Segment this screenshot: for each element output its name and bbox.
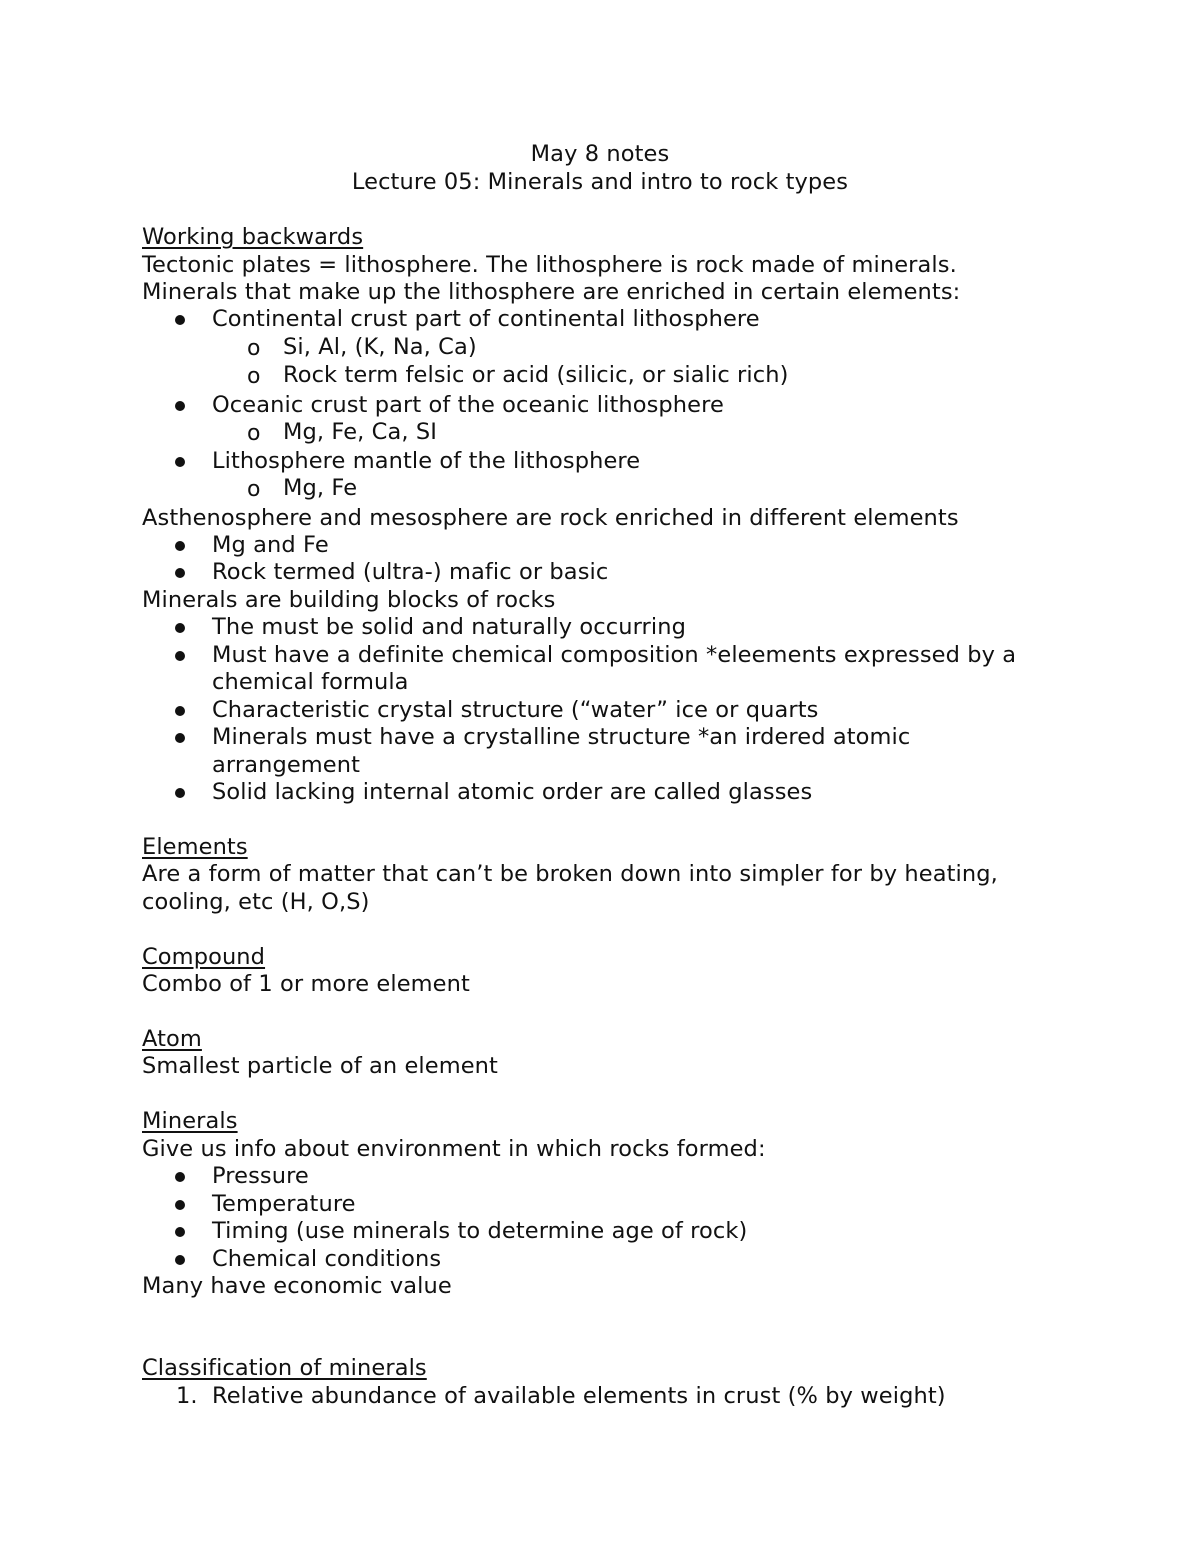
document-title: May 8 notes: [530, 141, 670, 167]
list-item: Minerals must have a crystalline structure *an irdered atomic: [212, 724, 911, 750]
sub-bullet-icon: o: [247, 421, 261, 446]
list-item: Continental crust part of continental lithosphere: [212, 306, 760, 332]
bullet-icon: [175, 733, 185, 743]
list-item: The must be solid and naturally occurring: [212, 614, 686, 640]
paragraph-line: Many have economic value: [142, 1273, 452, 1299]
bullet-icon: [175, 401, 185, 411]
list-number: 1.: [176, 1383, 198, 1409]
paragraph-line: cooling, etc (H, O,S): [142, 889, 370, 915]
sub-list-item: Rock term felsic or acid (silicic, or sialic rich): [283, 362, 789, 388]
list-item-continuation: chemical formula: [212, 669, 409, 695]
bullet-icon: [175, 1227, 185, 1237]
list-item: Must have a definite chemical composition *eleements expressed by a: [212, 642, 1017, 668]
sub-list-item: Si, Al, (K, Na, Ca): [283, 334, 477, 360]
bullet-icon: [175, 1255, 185, 1265]
list-item-continuation: arrangement: [212, 752, 361, 778]
paragraph-line: Combo of 1 or more element: [142, 971, 470, 997]
sub-list-item: Mg, Fe, Ca, SI: [283, 419, 437, 445]
heading-minerals: Minerals: [142, 1108, 238, 1134]
paragraph-line: Are a form of matter that can’t be broken down into simpler for by heating,: [142, 861, 998, 887]
list-item: Lithosphere mantle of the lithosphere: [212, 448, 641, 474]
list-item: Rock termed (ultra-) mafic or basic: [212, 559, 609, 585]
sub-list-item: Mg, Fe: [283, 475, 358, 501]
list-item: Characteristic crystal structure (“water” ice or quarts: [212, 697, 819, 723]
bullet-icon: [175, 315, 185, 325]
paragraph-line: Tectonic plates = lithosphere. The lithosphere is rock made of minerals.: [142, 252, 957, 278]
list-item: Temperature: [212, 1191, 356, 1217]
list-item: Chemical conditions: [212, 1246, 442, 1272]
paragraph-line: Smallest particle of an element: [142, 1053, 498, 1079]
bullet-icon: [175, 1200, 185, 1210]
numbered-list-item: Relative abundance of available elements in crust (% by weight): [212, 1383, 946, 1409]
list-item: Mg and Fe: [212, 532, 329, 558]
sub-bullet-icon: o: [247, 364, 261, 389]
sub-bullet-icon: o: [247, 336, 261, 361]
heading-working-backwards: Working backwards: [142, 224, 364, 250]
bullet-icon: [175, 457, 185, 467]
paragraph-line: Minerals are building blocks of rocks: [142, 587, 556, 613]
paragraph-line: Minerals that make up the lithosphere are enriched in certain elements:: [142, 279, 961, 305]
bullet-icon: [175, 541, 185, 551]
sub-bullet-icon: o: [247, 477, 261, 502]
list-item: Oceanic crust part of the oceanic lithosphere: [212, 392, 724, 418]
paragraph-line: Asthenosphere and mesosphere are rock enriched in different elements: [142, 505, 959, 531]
heading-elements: Elements: [142, 834, 248, 860]
bullet-icon: [175, 788, 185, 798]
list-item: Solid lacking internal atomic order are called glasses: [212, 779, 813, 805]
bullet-icon: [175, 706, 185, 716]
list-item: Timing (use minerals to determine age of rock): [212, 1218, 748, 1244]
bullet-icon: [175, 568, 185, 578]
heading-compound: Compound: [142, 944, 266, 970]
list-item: Pressure: [212, 1163, 309, 1189]
heading-atom: Atom: [142, 1026, 202, 1052]
heading-classification: Classification of minerals: [142, 1355, 427, 1381]
document-subtitle: Lecture 05: Minerals and intro to rock types: [351, 169, 849, 195]
paragraph-line: Give us info about environment in which rocks formed:: [142, 1136, 766, 1162]
bullet-icon: [175, 1172, 185, 1182]
bullet-icon: [175, 651, 185, 661]
bullet-icon: [175, 623, 185, 633]
